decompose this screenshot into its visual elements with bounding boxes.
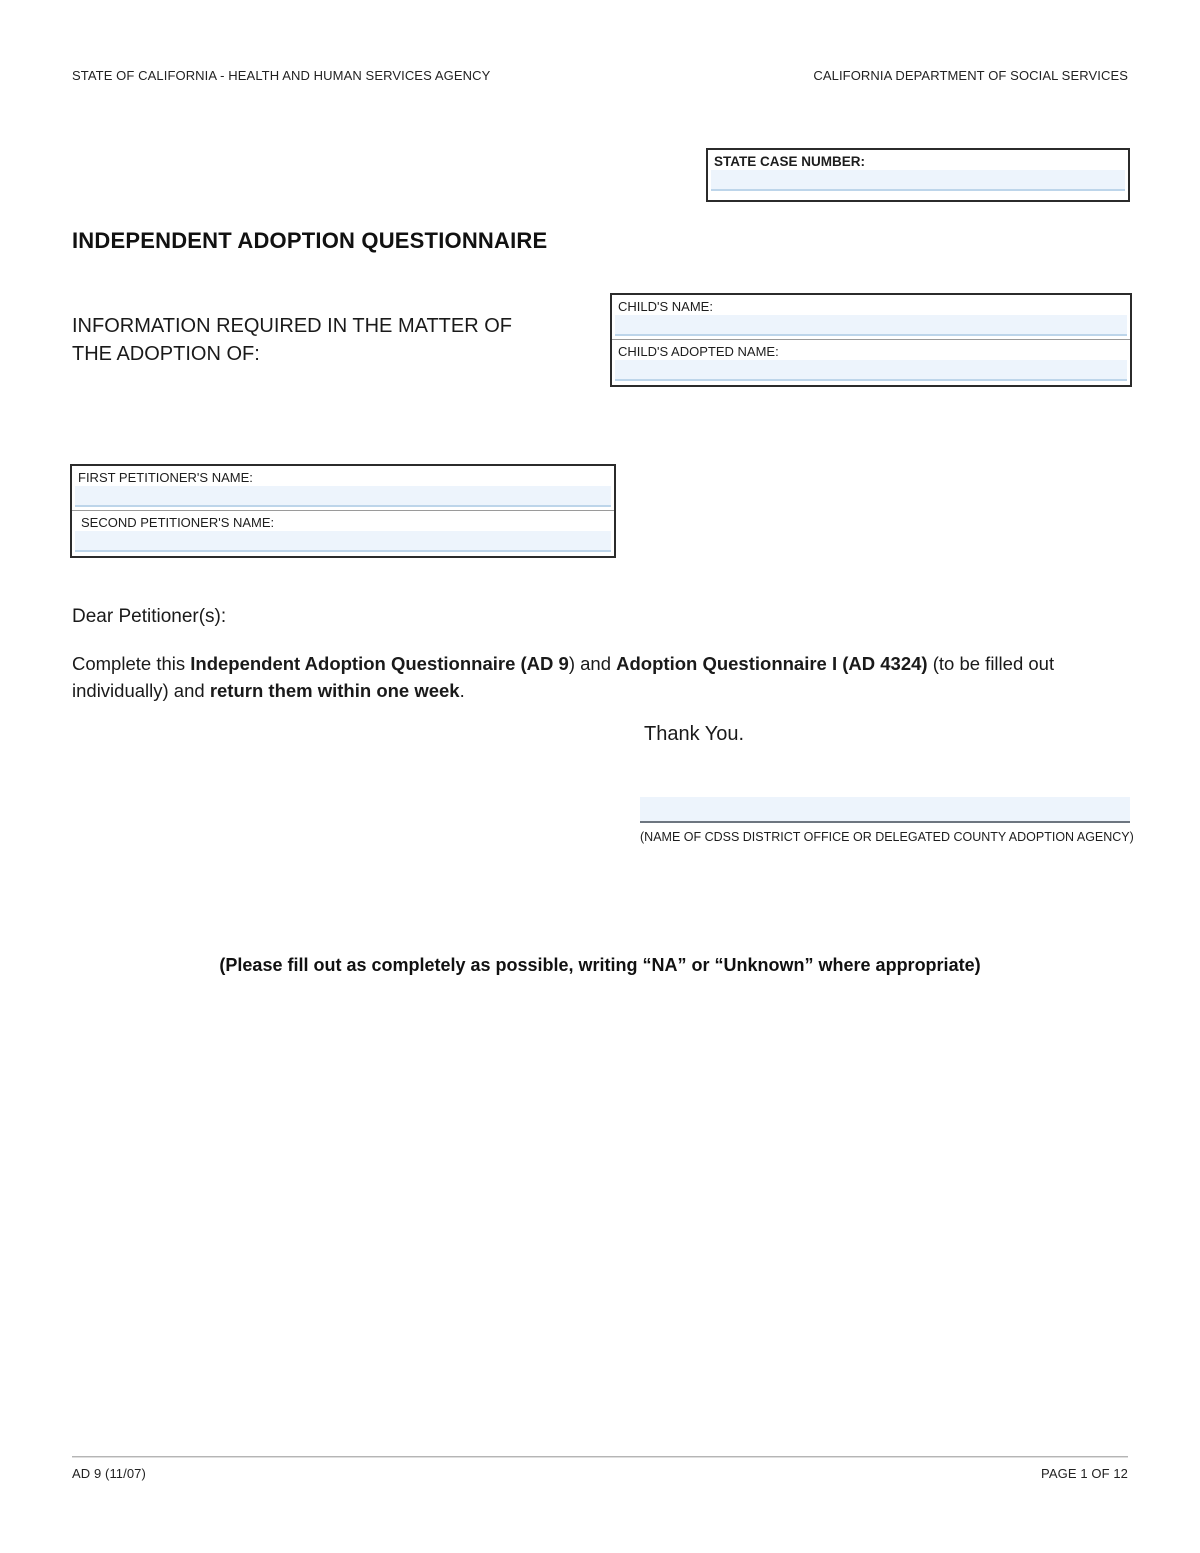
header-agency-left: STATE OF CALIFORNIA - HEALTH AND HUMAN SERVICES AGENCY [72, 68, 491, 83]
state-case-number-label: STATE CASE NUMBER: [714, 154, 865, 169]
petitioners-box [70, 464, 616, 558]
first-petitioner-input[interactable] [75, 486, 611, 507]
footer-rule [72, 1456, 1128, 1458]
salutation: Dear Petitioner(s): [72, 606, 227, 627]
footer-form-number: AD 9 (11/07) [72, 1466, 146, 1481]
footer-page-number: PAGE 1 OF 12 [1041, 1466, 1128, 1481]
instructions-paragraph: Complete this Independent Adoption Questionnaire (AD 9) and Adoption Questionnaire I (AD 4324) (to be filled out individually) and return them within one week. [72, 653, 1055, 701]
childs-adopted-name-label: CHILD'S ADOPTED NAME: [618, 344, 779, 359]
childs-name-input[interactable] [615, 315, 1127, 336]
childs-adopted-name-input[interactable] [615, 360, 1127, 381]
matter-statement: INFORMATION REQUIRED IN THE MATTER OF THE ADOPTION OF: [72, 315, 512, 365]
second-petitioner-label: SECOND PETITIONER'S NAME: [81, 515, 275, 530]
state-case-number-input[interactable] [711, 170, 1125, 191]
childs-name-box [610, 293, 1132, 387]
second-petitioner-input[interactable] [75, 531, 611, 552]
form-title: INDEPENDENT ADOPTION QUESTIONNAIRE [72, 228, 548, 253]
agency-name-caption: (NAME OF CDSS DISTRICT OFFICE OR DELEGATED COUNTY ADOPTION AGENCY) [640, 830, 1134, 844]
header-department-right: CALIFORNIA DEPARTMENT OF SOCIAL SERVICES [813, 68, 1128, 83]
childs-name-label: CHILD'S NAME: [618, 299, 713, 314]
state-case-number-box [706, 148, 1130, 202]
first-petitioner-label: FIRST PETITIONER'S NAME: [78, 470, 253, 485]
thank-you-text: Thank You. [644, 723, 745, 745]
agency-name-input[interactable] [640, 797, 1130, 823]
fill-out-note: (Please fill out as completely as possible, writing “NA” or “Unknown” where appropriate) [219, 955, 981, 975]
